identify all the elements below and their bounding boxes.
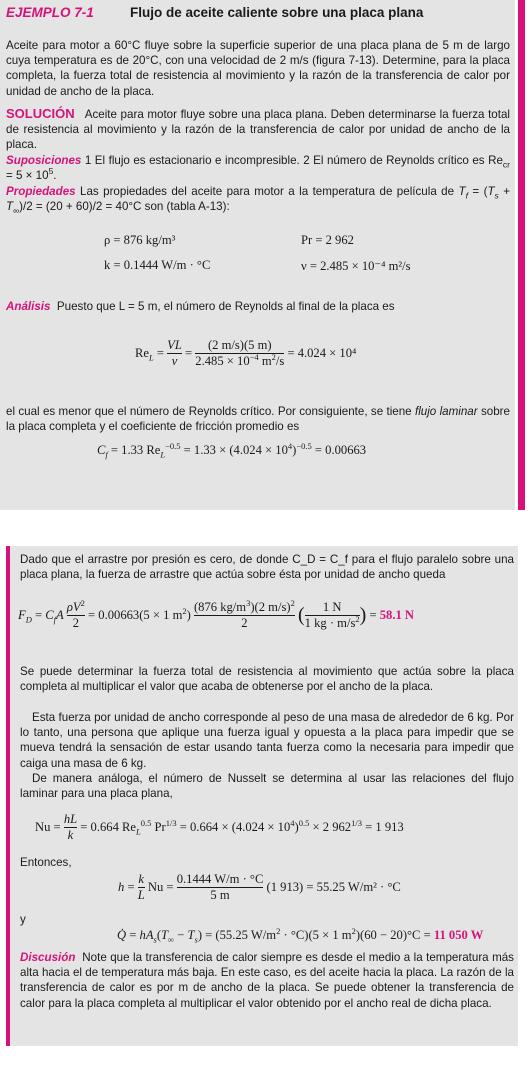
properties-label: Propiedades (6, 185, 76, 198)
mass-paragraph: Esta fuerza por unidad de ancho corresponde al peso de una masa de alrededor de 6 kg. Por lo tanto, una persona que aplique una fuerza igual y opuesta a la placa para impedir que se mueva tendrá la sensación de estar usando tanta fuerza como la necesaria para impedir que caiga una masa de 6 kg. (20, 711, 514, 770)
reynolds-equation: $Re_L$ = $\frac{VL}{\nu}$ = $\frac{(2 m/s)(5 m)}{2.485 \times 10^{-4} m^2/s}$ = 4.024 × 10⁴ (135, 338, 357, 368)
q-equation: Q̇ = $hA_s(T_\infty - T_s) = (55.25$ $W/m^2 \cdot ^\circ C)(5 \times 1$ $m^2)(60 - 20)^\circ C = 11$ 050 W (117, 925, 484, 945)
analysis (6, 299, 510, 314)
properties-text: Las propiedades del aceite para motor a la temperatura de película de (80, 185, 455, 198)
after-re: el cual es menor que el número de Reynolds crítico. Por consiguiente, se tiene (6, 405, 412, 418)
laminar-italic: flujo laminar (414, 405, 478, 418)
q-result: 11 050 W (433, 928, 484, 942)
total-drag-paragraph: Se puede determinar la fuerza total de resistencia al movimiento que actúa sobre la placa completa al multiplicar el valor que acaba de obtenerse por el ancho de la placa. (20, 665, 514, 694)
assumptions-2: 2 El número de Reynolds crítico es (303, 154, 485, 167)
friction-equation: $C_f = 1.33$ $Re_L^{-0.5} = 1.33 \times (4.024 \times 10^4)^{-0.5} = 0.00663$ (97, 440, 367, 460)
y-word: y (20, 913, 26, 926)
analysis-label: Análisis (6, 300, 51, 313)
discussion-text: Note que la transferencia de calor siempre es desde el medio a la temperatura más alta hacia el de temperatura más baja. En este caso, es del aceite hacia la placa. La razón de la transferencia de calor es por m de ancho de la placa. Se puede obtener la transferencia de calor para la placa completa al multiplicar el valor obtenido por el ancho real de dicha placa. (20, 951, 514, 1010)
accent-bar-right (518, 0, 525, 510)
nusselt-equation: Nu = $\frac{hL}{k}$ = 0.664 $Re_L^{0.5}$ $Pr^{1/3} = 0.664 \times (4.024 \times 10^4)^{0.5} \times 2$ $962^{1/3} = 1$ 913 (35, 812, 404, 842)
assumptions-label: Suposiciones (6, 154, 82, 167)
prop-pr: Pr = 2 962 (301, 233, 354, 247)
reynolds-result: = 4.024 × 10⁴ (287, 346, 357, 360)
discussion (20, 950, 514, 1011)
analysis-text: Puesto que L = 5 m, el número de Reynolds al final de la placa es (56, 300, 395, 313)
nusselt-paragraph: De manera análoga, el número de Nusselt se determina al usar las relaciones del flujo laminar para una placa plana, (20, 772, 514, 801)
accent-bar-left (6, 546, 10, 1046)
drag-result: 58.1 N (379, 608, 415, 622)
drag-paragraph: Dado que el arrastre por presión es cero, de donde C_D = C_f para el flujo paralelo sobre una placa plana, la fuerza de arrastre que actúa sobre ésta por unidad de ancho queda (20, 553, 514, 582)
example-number: EJEMPLO 7-1 (6, 5, 94, 20)
solution-intro (6, 106, 510, 153)
solution-label: SOLUCIÓN (6, 106, 75, 121)
entonces: Entonces, (20, 856, 72, 869)
h-result: = 55.25 W/m² · °C (306, 880, 401, 894)
prop-nu: ν = 2.485 × 10⁻⁴ m²/s (301, 259, 411, 273)
example-title: Flujo de aceite caliente sobre una placa plana (130, 5, 424, 20)
assumptions-1: 1 El flujo es estacionario e incompresible. (84, 154, 300, 167)
solution-intro-text: Aceite para motor fluye sobre una placa plana. Deben determinarse la fuerza total de resistencia al movimiento y la razón de la transferencia de calor por unidad de ancho de la placa. (6, 108, 510, 152)
problem-statement: Aceite para motor a 60°C fluye sobre la superficie superior de una placa plana de 5 m de largo cuya temperatura es de 20°C, con una velocidad de 2 m/s (figura 7-13). Determine, para la placa completa, la fuerza total de resistencia al movimiento y la razón de la transferencia de calor por unidad de ancho de la placa. (6, 39, 510, 98)
assumptions: Suposiciones 1 El flujo es estacionario e incompresible. 2 El número de Reynolds crítico es $Re_{cr} = 5 \times 10^5$. (6, 154, 510, 183)
properties-tail: son (tabla A-13): (144, 200, 230, 214)
h-equation: h = $\frac{k}{L}$ Nu = $\frac{0.1444 W/m \cdot ^\circ C}{5 m}$ (1 913) = 55.25 W/m² · °C (118, 872, 401, 902)
prop-rho: ρ = 876 kg/m³ (104, 233, 176, 247)
drag-equation: $F_D = C_fA$ $\frac{\rho V^2}{2}$ = 0.00663(5 × 1 $m^2$) $\frac{(876 kg/m^3)(2 m/s)^2}{2}$ ( $\frac{1 N}{1 kg \cdot m/s^2}$ ) = 58.1 N (18, 597, 415, 630)
after-re-2: sobre la placa completa y el coeficiente de fricción promedio es (6, 405, 510, 434)
properties: Propiedades Las propiedades del aceite para motor a la temperatura de película de $T_f = (T_s + T_\infty)/2 = (20 + 60)/2 = 40^\circ C$ son (tabla A-13): (6, 185, 510, 216)
nusselt-result: = 1 913 (365, 820, 404, 834)
laminar-statement (6, 404, 510, 434)
discussion-label: Discusión (20, 951, 76, 964)
prop-k: k = 0.1444 W/m · °C (104, 258, 211, 272)
friction-result: = 0.00663 (314, 443, 367, 457)
